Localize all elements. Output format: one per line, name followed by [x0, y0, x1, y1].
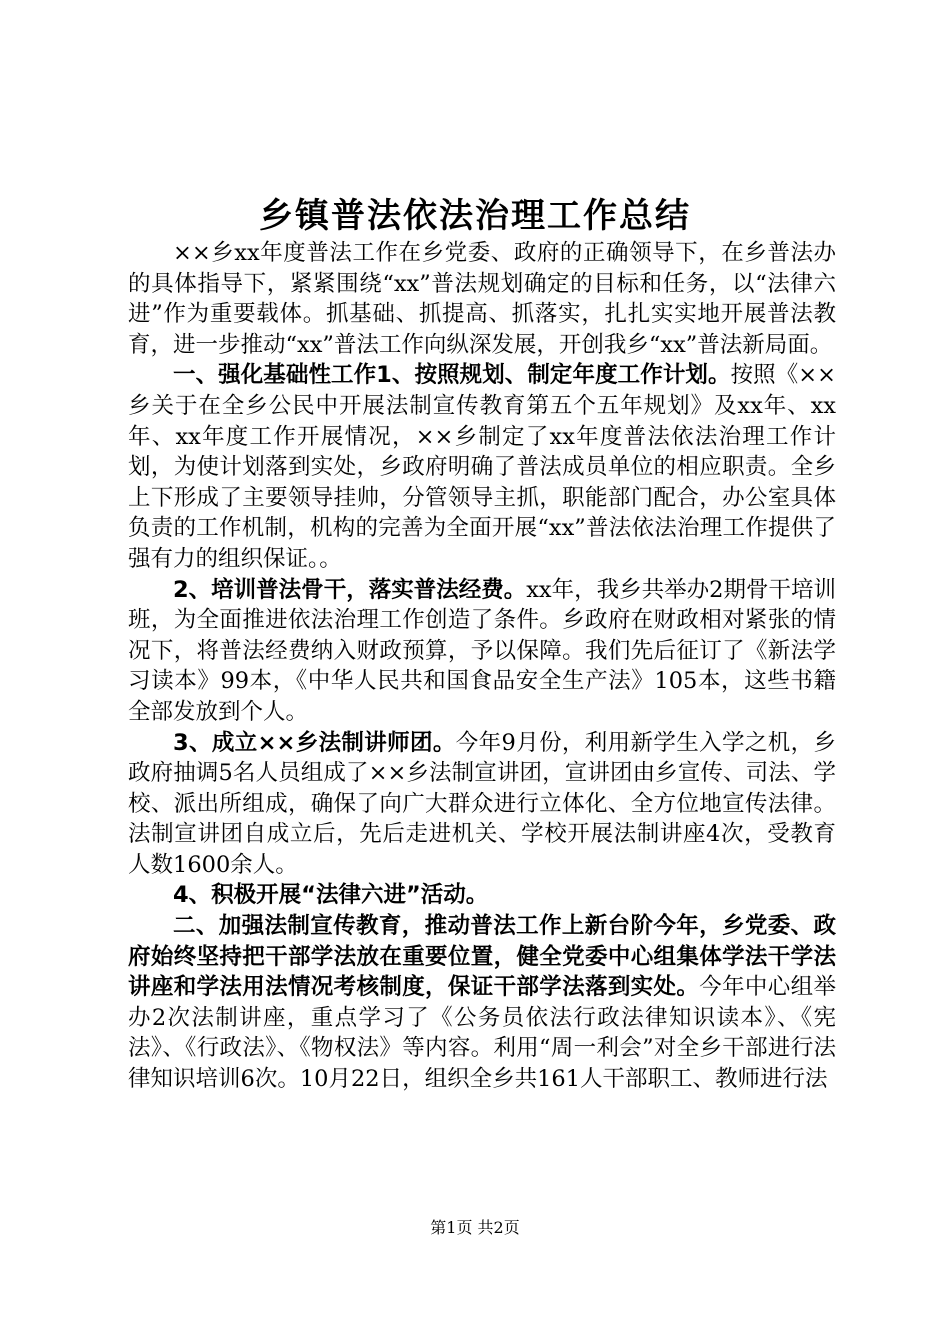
- paragraph-text: ××乡xx年度普法工作在乡党委、政府的正确领导下，在乡普法办的具体指导下，紧紧围绕“xx”普法规划确定的目标和任务，以“法律六进”作为重要载体。抓基础、抓提高、抓落实，扎扎实实地开展普法教育，进一步推动“xx”普法工作向纵深发展，开创我乡“xx”普法新局面。: [128, 240, 836, 358]
- paragraph: [128, 360, 836, 574]
- paragraph-text: 今年中心组举办2次法制讲座，重点学习了《公务员依法行政法律知识读本》、《宪法》、《行政法》、《物权法》等内容。利用“周一利会”对全乡干部进行法律知识培训6次。10月22日，组织全乡共161人干部职工、教师进行法: [128, 974, 836, 1093]
- paragraph: [128, 911, 836, 1095]
- document-body: [128, 238, 836, 1095]
- paragraph-text: 今年9月份，利用新学生入学之机，乡政府抽调5名人员组成了××乡法制宣讲团，宣讲团由乡宣传、司法、学校、派出所组成，确保了向广大群众进行立体化、全方位地宣传法律。法制宣讲团自成立后，先后走进机关、学校开展法制讲座4次，受教育人数1600余人。: [128, 729, 836, 878]
- document-title: 乡镇普法依法治理工作总结: [259, 196, 691, 236]
- paragraph: [128, 238, 836, 360]
- paragraph: [128, 728, 836, 881]
- paragraph-lead: 一、强化基础性工作1、按照规划、制定年度工作计划。: [173, 362, 731, 389]
- paragraph-lead: 3、成立××乡法制讲师团。: [173, 729, 456, 756]
- paragraph: [128, 575, 836, 728]
- paragraph-lead: 2、培训普法骨干，落实普法经费。: [173, 576, 527, 603]
- paragraph-text: 按照《××乡关于在全乡公民中开展法制宣传教育第五个五年规划》及xx年、xx年、xx年度工作开展情况，××乡制定了xx年度普法依法治理工作计划，为使计划落到实处，乡政府明确了普法成员单位的相应职责。全乡上下形成了主要领导挂帅，分管领导主抓，职能部门配合，办公室具体负责的工作机制，机构的完善为全面开展“xx”普法依法治理工作提供了强有力的组织保证。。: [128, 362, 836, 572]
- page-footer: 第1页 共2页: [430, 1218, 520, 1237]
- paragraph-lead: 4、积极开展“法律六进”活动。: [173, 882, 489, 909]
- paragraph-lead: 二、加强法制宣传教育，推动普法工作上新台阶今年，乡党委、政府始终坚持把干部学法放在重要位置，健全党委中心组集体学法干学法讲座和学法用法情况考核制度，保证干部学法落到实处。: [128, 913, 836, 1001]
- paragraph: [128, 880, 836, 911]
- paragraph-text: xx年，我乡共举办2期骨干培训班，为全面推进依法治理工作创造了条件。乡政府在财政相对紧张的情况下，将普法经费纳入财政预算，予以保障。我们先后征订了《新法学习读本》99本，《中华人民共和国食品安全生产法》105本，这些书籍全部发放到个人。: [128, 576, 836, 725]
